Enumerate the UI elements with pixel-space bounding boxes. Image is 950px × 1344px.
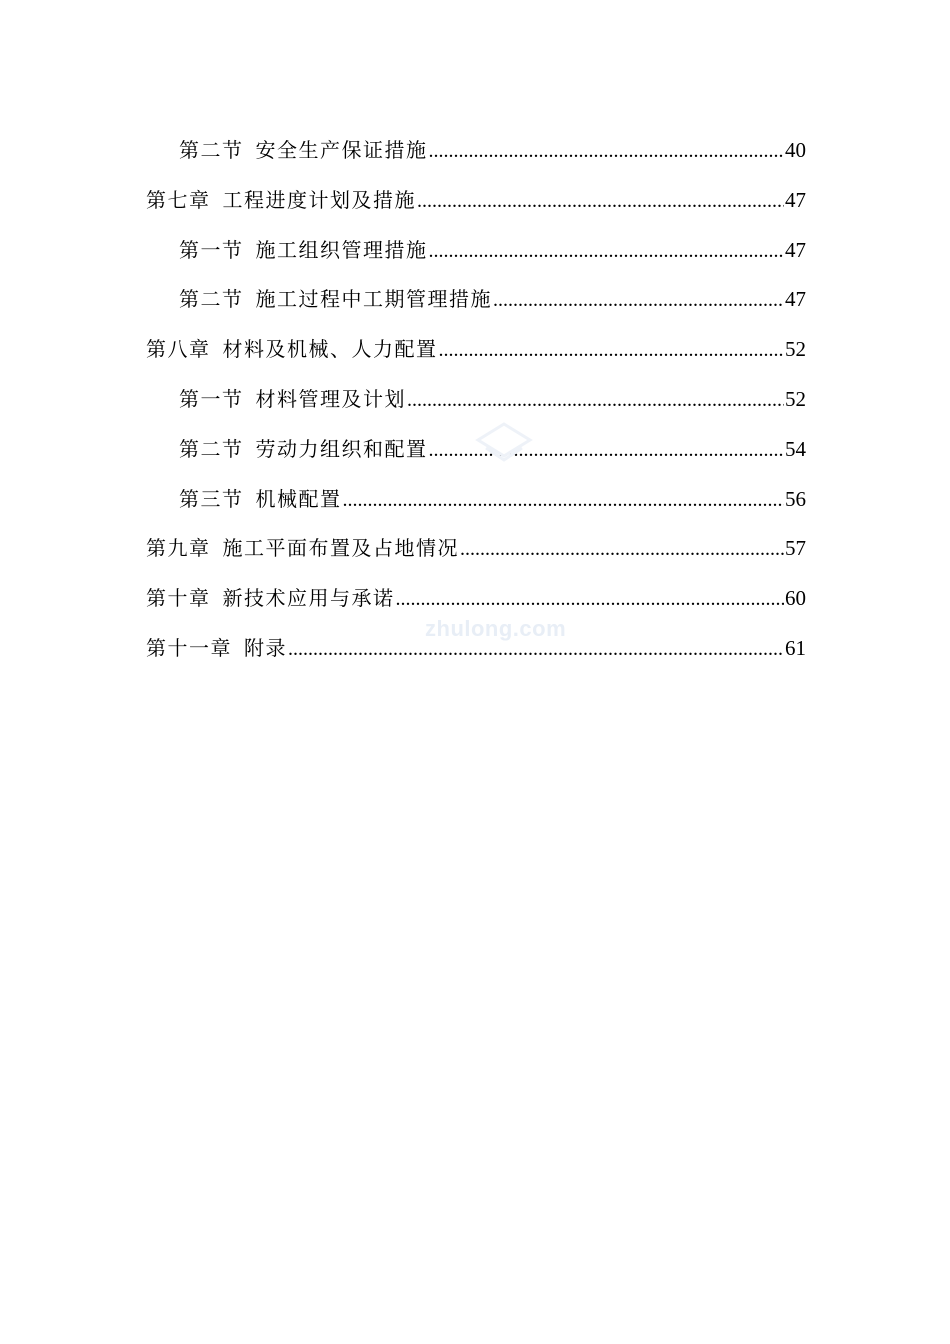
toc-entry-page: 52 [785,337,806,362]
toc-entry-title: 工程进度计划及措施 [222,187,416,212]
toc-entry-label [146,528,459,568]
toc-entry-label [179,429,428,469]
toc-entry-label [179,479,342,519]
dot-leader [407,380,784,420]
toc-entry-page: 40 [785,138,806,162]
toc-entry-label [146,180,416,220]
toc-entry-number: 第二节 [179,287,244,312]
toc-entry-title: 材料及机械、人力配置 [222,337,438,362]
toc-entry-label [179,230,428,270]
toc-entry-page: 47 [785,237,806,262]
toc-entry[interactable] [146,130,806,180]
toc-entry[interactable] [146,230,806,280]
toc-entry-page: 61 [785,635,806,660]
toc-entry[interactable] [146,528,806,578]
toc-entry-number: 第二节 [179,436,244,461]
dot-leader [429,231,785,271]
toc-entry-title: 施工组织管理措施 [255,237,428,262]
toc-entry-label [146,329,438,369]
toc-entry-number: 第二节 [179,138,244,162]
toc-entry-number: 第八章 [146,337,211,362]
toc-entry-number: 第十一章 [146,635,232,660]
toc-entry[interactable] [146,479,806,529]
toc-entry-title: 劳动力组织和配置 [255,436,428,461]
toc-entry-number: 第一节 [179,237,244,262]
toc-entry-label [146,578,395,618]
toc-entry-number: 第一节 [179,386,244,411]
toc-entry-title: 施工平面布置及占地情况 [222,536,459,561]
toc-entry-page: 56 [785,486,806,511]
dot-leader [396,579,785,619]
toc-entry-label [179,379,406,419]
toc-entry-title: 新技术应用与承诺 [222,586,395,611]
toc-entry-page: 52 [785,386,806,411]
toc-entry-page: 54 [785,436,806,461]
toc-entry-page: 60 [785,586,806,611]
dot-leader [493,280,784,320]
dot-leader [439,330,785,370]
toc-entry-page: 47 [785,187,806,212]
dot-leader [429,131,785,171]
dot-leader [460,529,784,569]
dot-leader [417,181,784,221]
watermark-logo-icon [468,418,540,478]
toc-entry[interactable] [146,279,806,329]
toc-entry-title: 施工过程中工期管理措施 [255,287,492,312]
toc-entry-label [179,279,492,319]
toc-entry[interactable] [146,329,806,379]
toc-entry-label [179,130,428,170]
toc-entry-title: 附录 [244,635,287,660]
toc-entry-title: 材料管理及计划 [255,386,406,411]
toc-entry-title: 安全生产保证措施 [255,138,428,162]
toc-entry-page: 57 [785,536,806,561]
table-of-contents [146,130,806,678]
toc-entry-number: 第七章 [146,187,211,212]
toc-entry-number: 第三节 [179,486,244,511]
toc-entry-number: 第十章 [146,586,211,611]
toc-entry[interactable] [146,180,806,230]
dot-leader [343,480,785,520]
toc-entry-label [146,628,287,668]
toc-entry-title: 机械配置 [255,486,342,511]
toc-entry-number: 第九章 [146,536,211,561]
watermark-text: zhulong.com [425,616,567,641]
toc-entry-page: 47 [785,287,806,312]
